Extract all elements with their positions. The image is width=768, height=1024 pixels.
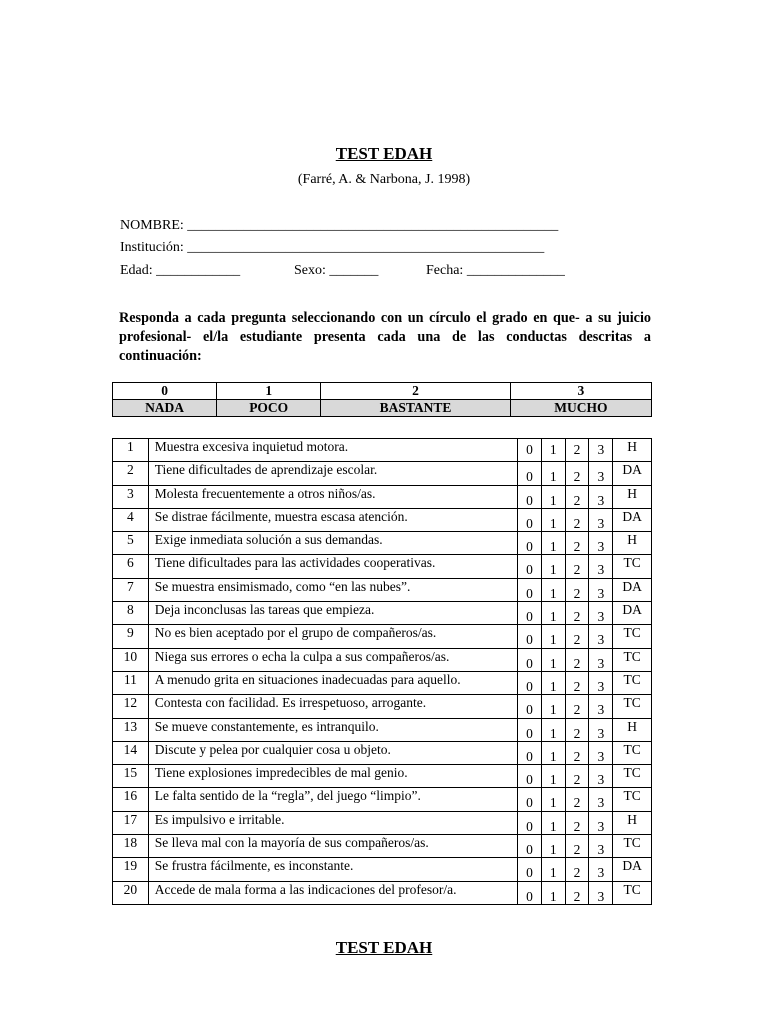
rating-option-label: 0 — [526, 888, 533, 904]
question-row — [113, 881, 652, 904]
scale-values-row — [113, 383, 652, 400]
rating-option-label: 3 — [597, 795, 605, 811]
rating-scale-table — [112, 382, 652, 417]
question-number: 13 — [113, 718, 149, 741]
rating-option-label: 3 — [597, 702, 605, 718]
rating-option-label: 1 — [549, 772, 557, 788]
rating-option[interactable] — [589, 602, 613, 625]
rating-option-label: 2 — [573, 492, 581, 508]
rating-option[interactable] — [518, 462, 542, 485]
rating-option[interactable] — [565, 555, 589, 578]
rating-option-label: 1 — [549, 492, 557, 508]
rating-option[interactable] — [589, 881, 613, 904]
rating-option-label: 0 — [526, 748, 533, 764]
question-row — [113, 602, 652, 625]
question-row — [113, 462, 652, 485]
rating-option[interactable] — [589, 858, 613, 881]
rating-option-label: 2 — [573, 562, 581, 578]
question-row — [113, 532, 652, 555]
rating-option[interactable] — [589, 765, 613, 788]
rating-option[interactable] — [518, 811, 542, 834]
question-row — [113, 625, 652, 648]
question-number: 2 — [113, 462, 149, 485]
question-text: Tiene dificultades para las actividades cooperativas. — [148, 555, 517, 578]
rating-option-label: 2 — [573, 702, 581, 718]
rating-option-label: 1 — [549, 442, 557, 457]
rating-option[interactable] — [589, 555, 613, 578]
rating-option[interactable] — [518, 881, 542, 904]
rating-option[interactable] — [541, 788, 565, 811]
rating-option-label: 0 — [526, 515, 533, 531]
rating-option[interactable] — [518, 671, 542, 694]
rating-option[interactable] — [565, 741, 589, 764]
question-row — [113, 858, 652, 881]
rating-option-label: 2 — [573, 515, 581, 531]
rating-option-label: 3 — [597, 772, 605, 788]
rating-option[interactable] — [565, 578, 589, 601]
question-number: 11 — [113, 671, 149, 694]
question-row — [113, 788, 652, 811]
rating-option-label: 1 — [549, 609, 557, 625]
rating-option[interactable] — [589, 439, 613, 462]
rating-option[interactable] — [541, 625, 565, 648]
rating-option[interactable] — [589, 485, 613, 508]
rating-option-label: 0 — [526, 442, 533, 457]
question-category: H — [613, 532, 652, 555]
question-number: 8 — [113, 602, 149, 625]
rating-option-label: 2 — [573, 632, 581, 648]
question-number: 17 — [113, 811, 149, 834]
rating-option-label: 3 — [597, 632, 605, 648]
rating-option[interactable] — [518, 555, 542, 578]
fecha-field[interactable]: Fecha: ______________ — [426, 263, 565, 278]
question-text: Es impulsivo e irritable. — [148, 811, 517, 834]
question-category: DA — [613, 602, 652, 625]
rating-option-label: 3 — [597, 585, 605, 601]
rating-option-label: 2 — [573, 795, 581, 811]
rating-option-label: 2 — [573, 539, 581, 555]
rating-option[interactable] — [541, 835, 565, 858]
rating-option[interactable] — [541, 881, 565, 904]
rating-option-label: 2 — [573, 748, 581, 764]
question-number: 14 — [113, 741, 149, 764]
rating-option[interactable] — [518, 508, 542, 531]
rating-option-label: 0 — [526, 772, 533, 788]
rating-option[interactable] — [589, 648, 613, 671]
rating-option[interactable] — [589, 835, 613, 858]
rating-option[interactable] — [541, 578, 565, 601]
rating-option-label: 3 — [597, 562, 605, 578]
rating-option[interactable] — [541, 508, 565, 531]
question-text: Exige inmediata solución a sus demandas. — [148, 532, 517, 555]
rating-option[interactable] — [541, 858, 565, 881]
rating-option-label: 0 — [526, 562, 533, 578]
rating-option-label: 1 — [549, 795, 557, 811]
rating-option[interactable] — [565, 695, 589, 718]
rating-option[interactable] — [518, 835, 542, 858]
question-number: 16 — [113, 788, 149, 811]
rating-option-label: 2 — [573, 678, 581, 694]
rating-option[interactable] — [589, 788, 613, 811]
institucion-field[interactable]: Institución: ___________________________________________________ — [120, 240, 545, 255]
rating-option[interactable] — [589, 741, 613, 764]
question-text: Niega sus errores o echa la culpa a sus compañeros/as. — [148, 648, 517, 671]
question-text: Tiene dificultades de aprendizaje escolar. — [148, 462, 517, 485]
rating-option[interactable] — [565, 602, 589, 625]
question-category: H — [613, 439, 652, 462]
rating-option[interactable] — [589, 695, 613, 718]
rating-option-label: 2 — [573, 585, 581, 601]
rating-option-label: 2 — [573, 888, 581, 904]
question-category: TC — [613, 881, 652, 904]
question-text: Le falta sentido de la “regla”, del juego “limpio”. — [148, 788, 517, 811]
rating-option[interactable] — [541, 555, 565, 578]
question-number: 15 — [113, 765, 149, 788]
rating-option[interactable] — [541, 648, 565, 671]
question-row — [113, 485, 652, 508]
scale-value: 2 — [321, 383, 510, 400]
question-number: 4 — [113, 508, 149, 531]
question-number: 3 — [113, 485, 149, 508]
rating-option-label: 3 — [597, 609, 605, 625]
question-category: H — [613, 485, 652, 508]
rating-option-label: 2 — [573, 469, 581, 485]
rating-option[interactable] — [541, 485, 565, 508]
question-category: DA — [613, 578, 652, 601]
rating-option-label: 0 — [526, 702, 533, 718]
rating-option[interactable] — [589, 625, 613, 648]
rating-option-label: 1 — [549, 655, 557, 671]
question-row — [113, 718, 652, 741]
rating-option-label: 3 — [597, 492, 605, 508]
rating-option-label: 3 — [597, 748, 605, 764]
page-title-bottom: TEST EDAH — [335, 938, 433, 957]
question-text: Discute y pelea por cualquier cosa u objeto. — [148, 741, 517, 764]
question-row — [113, 671, 652, 694]
rating-option-label: 0 — [526, 492, 533, 508]
rating-option[interactable] — [541, 532, 565, 555]
rating-option-label: 3 — [597, 888, 605, 904]
rating-option[interactable] — [518, 602, 542, 625]
question-text: Se frustra fácilmente, es inconstante. — [148, 858, 517, 881]
rating-option-label: 1 — [549, 678, 557, 694]
citation-subtitle: (Farré, A. & Narbona, J. 1998) — [297, 172, 471, 187]
page-title: TEST EDAH — [335, 144, 433, 163]
rating-option-label: 0 — [526, 469, 533, 485]
question-category: TC — [613, 695, 652, 718]
rating-option-label: 1 — [549, 585, 557, 601]
rating-option[interactable] — [589, 578, 613, 601]
rating-option-label: 1 — [549, 818, 557, 834]
question-category: TC — [613, 765, 652, 788]
rating-option[interactable] — [565, 765, 589, 788]
rating-option-label: 0 — [526, 539, 533, 555]
rating-option-label: 0 — [526, 865, 533, 881]
question-row — [113, 835, 652, 858]
rating-option-label: 1 — [549, 632, 557, 648]
rating-option[interactable] — [518, 788, 542, 811]
sexo-field[interactable]: Sexo: _______ — [294, 263, 379, 278]
rating-option[interactable] — [541, 741, 565, 764]
scale-value: 3 — [510, 383, 651, 400]
rating-option[interactable] — [589, 671, 613, 694]
instructions-text: Responda a cada pregunta seleccionando con un círculo el grado en que- a su juicio profesional- el/la estudiante presenta cada una de las conductas descritas a continuación: — [119, 310, 651, 364]
rating-option-label: 1 — [549, 562, 557, 578]
rating-option[interactable] — [541, 439, 565, 462]
question-text: Contesta con facilidad. Es irrespetuoso, arrogante. — [148, 695, 517, 718]
rating-option-label: 2 — [573, 609, 581, 625]
question-text: Se muestra ensimismado, como “en las nubes”. — [148, 578, 517, 601]
scale-label: NADA — [113, 400, 217, 417]
question-category: TC — [613, 625, 652, 648]
rating-option-label: 2 — [573, 772, 581, 788]
rating-option[interactable] — [565, 671, 589, 694]
rating-option[interactable] — [518, 718, 542, 741]
question-category: DA — [613, 462, 652, 485]
rating-option-label: 2 — [573, 442, 581, 457]
question-number: 18 — [113, 835, 149, 858]
edad-field[interactable]: Edad: ____________ — [120, 263, 241, 278]
rating-option[interactable] — [565, 858, 589, 881]
question-text: Deja inconclusas las tareas que empieza. — [148, 602, 517, 625]
rating-option-label: 0 — [526, 795, 533, 811]
rating-option[interactable] — [518, 695, 542, 718]
rating-option[interactable] — [518, 741, 542, 764]
rating-option-label: 3 — [597, 469, 605, 485]
scale-value: 1 — [217, 383, 321, 400]
question-number: 6 — [113, 555, 149, 578]
question-category: TC — [613, 555, 652, 578]
rating-option[interactable] — [541, 671, 565, 694]
question-text: A menudo grita en situaciones inadecuadas para aquello. — [148, 671, 517, 694]
question-text: Tiene explosiones impredecibles de mal genio. — [148, 765, 517, 788]
question-text: No es bien aceptado por el grupo de compañeros/as. — [148, 625, 517, 648]
question-row — [113, 811, 652, 834]
rating-option[interactable] — [518, 765, 542, 788]
question-number: 9 — [113, 625, 149, 648]
rating-option-label: 3 — [597, 515, 605, 531]
question-row — [113, 695, 652, 718]
rating-option-label: 1 — [549, 725, 557, 741]
question-category: TC — [613, 671, 652, 694]
question-number: 20 — [113, 881, 149, 904]
question-number: 19 — [113, 858, 149, 881]
rating-option[interactable] — [541, 695, 565, 718]
question-number: 10 — [113, 648, 149, 671]
rating-option[interactable] — [565, 485, 589, 508]
question-text: Se lleva mal con la mayoría de sus compañeros/as. — [148, 835, 517, 858]
rating-option[interactable] — [518, 578, 542, 601]
rating-option-label: 0 — [526, 842, 533, 858]
rating-option-label: 0 — [526, 655, 533, 671]
question-text: Molesta frecuentemente a otros niños/as. — [148, 485, 517, 508]
question-category: DA — [613, 508, 652, 531]
question-category: H — [613, 811, 652, 834]
rating-option[interactable] — [589, 462, 613, 485]
rating-option[interactable] — [565, 648, 589, 671]
question-number: 5 — [113, 532, 149, 555]
question-text: Se mueve constantemente, es intranquilo. — [148, 718, 517, 741]
question-row — [113, 648, 652, 671]
rating-option[interactable] — [541, 602, 565, 625]
question-row — [113, 439, 652, 462]
question-row — [113, 741, 652, 764]
rating-option-label: 2 — [573, 842, 581, 858]
rating-option-label: 1 — [549, 865, 557, 881]
question-row — [113, 555, 652, 578]
questionnaire-table — [112, 438, 652, 905]
rating-option[interactable] — [518, 648, 542, 671]
question-row — [113, 508, 652, 531]
rating-option-label: 3 — [597, 655, 605, 671]
rating-option-label: 3 — [597, 678, 605, 694]
rating-option-label: 2 — [573, 655, 581, 671]
rating-option-label: 1 — [549, 888, 557, 904]
rating-option[interactable] — [518, 485, 542, 508]
rating-option[interactable] — [565, 788, 589, 811]
rating-option[interactable] — [589, 718, 613, 741]
rating-option-label: 3 — [597, 442, 605, 457]
rating-option[interactable] — [518, 532, 542, 555]
rating-option-label: 0 — [526, 585, 533, 601]
question-text: Se distrae fácilmente, muestra escasa atención. — [148, 508, 517, 531]
rating-option-label: 1 — [549, 469, 557, 485]
rating-option-label: 0 — [526, 609, 533, 625]
rating-option-label: 1 — [549, 702, 557, 718]
question-category: TC — [613, 788, 652, 811]
rating-option-label: 3 — [597, 818, 605, 834]
rating-option[interactable] — [541, 718, 565, 741]
nombre-field[interactable]: NOMBRE: _____________________________________________________ — [120, 218, 559, 233]
rating-option[interactable] — [565, 625, 589, 648]
rating-option-label: 1 — [549, 539, 557, 555]
rating-option[interactable] — [589, 508, 613, 531]
rating-option[interactable] — [565, 835, 589, 858]
scale-label: POCO — [217, 400, 321, 417]
scale-labels-row — [113, 400, 652, 417]
question-category: TC — [613, 835, 652, 858]
rating-option-label: 3 — [597, 865, 605, 881]
question-text: Accede de mala forma a las indicaciones del profesor/a. — [148, 881, 517, 904]
rating-option[interactable] — [541, 462, 565, 485]
rating-option-label: 3 — [597, 539, 605, 555]
rating-option-label: 2 — [573, 818, 581, 834]
question-row — [113, 765, 652, 788]
rating-option[interactable] — [518, 439, 542, 462]
rating-option-label: 0 — [526, 632, 533, 648]
rating-option[interactable] — [518, 858, 542, 881]
rating-option[interactable] — [518, 625, 542, 648]
rating-option-label: 2 — [573, 865, 581, 881]
rating-option-label: 0 — [526, 678, 533, 694]
rating-option-label: 0 — [526, 725, 533, 741]
question-category: H — [613, 718, 652, 741]
scale-value: 0 — [113, 383, 217, 400]
scale-label: BASTANTE — [321, 400, 510, 417]
rating-option-label: 3 — [597, 842, 605, 858]
question-row — [113, 578, 652, 601]
rating-option-label: 2 — [573, 725, 581, 741]
question-category: TC — [613, 741, 652, 764]
rating-option[interactable] — [565, 508, 589, 531]
question-text: Muestra excesiva inquietud motora. — [148, 439, 517, 462]
rating-option-label: 1 — [549, 748, 557, 764]
rating-option-label: 1 — [549, 515, 557, 531]
rating-option[interactable] — [589, 532, 613, 555]
rating-option[interactable] — [565, 462, 589, 485]
rating-option[interactable] — [541, 765, 565, 788]
rating-option-label: 1 — [549, 842, 557, 858]
question-category: DA — [613, 858, 652, 881]
scale-label: MUCHO — [510, 400, 651, 417]
rating-option-label: 3 — [597, 725, 605, 741]
rating-option[interactable] — [565, 718, 589, 741]
rating-option[interactable] — [565, 439, 589, 462]
rating-option[interactable] — [565, 881, 589, 904]
rating-option[interactable] — [565, 532, 589, 555]
rating-option-label: 0 — [526, 818, 533, 834]
question-category: TC — [613, 648, 652, 671]
question-number: 12 — [113, 695, 149, 718]
rating-option[interactable] — [589, 811, 613, 834]
rating-option[interactable] — [541, 811, 565, 834]
rating-option[interactable] — [565, 811, 589, 834]
question-number: 7 — [113, 578, 149, 601]
question-number: 1 — [113, 439, 149, 462]
